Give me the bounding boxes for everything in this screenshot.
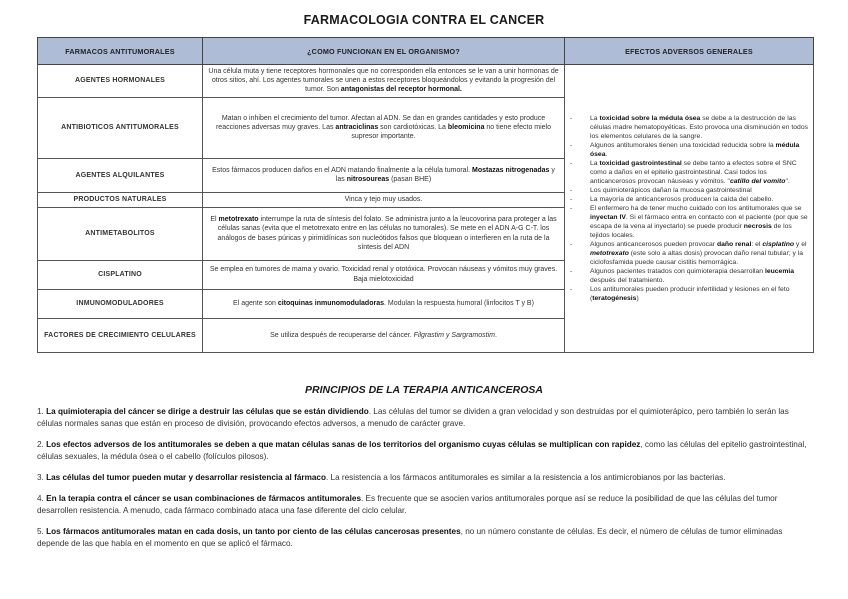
principles-title: PRINCIPIOS DE LA TERAPIA ANTICANCEROSA (304, 384, 543, 396)
bullet-dash: - (570, 159, 573, 167)
bullet-dash: - (570, 195, 573, 203)
header-how: ¿COMO FUNCIONAN EN EL ORGANISMO? (203, 38, 565, 65)
document-title: FARMACOLOGIA CONTRA EL CANCER (303, 13, 545, 27)
adverse-effect-text: La mayoría de anticancerosos producen la caída del cabello. (590, 195, 774, 203)
adverse-effect-text: Los antitumorales pueden producir infertilidad y lesiones en el feto (teratogénesis) (590, 285, 790, 302)
mechanism-text: El metotrexato interrumpe la ruta de síntesis del folato. Se administra junto a la leucovorina para proteger a las células sanas (evita que el metotrexato entre en las células no tumorales). Se mete en el ADN A-G C-T. los análogos de bases púricas y pirimidínicas son nucleótidos falsos que bloquean o interfieren en la ruta de la síntesis del ADN (203, 207, 565, 260)
bullet-dash: - (570, 114, 573, 122)
mechanism-text: Se utiliza después de recuperarse del cáncer. Filgrastim y Sargramostim. (203, 318, 565, 352)
drug-category: AGENTES ALQUILANTES (38, 158, 203, 192)
principles-list (37, 406, 813, 559)
adverse-effect-text: Algunos anticancerosos pueden provocar daño renal: el cisplatino y el metotrexato (este solo a altas dosis) provocan daño renal tubular; y la ciclofosfamida puede causar cistitis hemorrágica. (590, 240, 807, 266)
bullet-dash: - (570, 240, 573, 248)
mechanism-text: Una célula muta y tiene receptores hormonales que no corresponden ella entonces se le van a unir hormonas de otros sitios, ahí. Los agentes tumorales se unen a estos receptores bloqueándolos y evitando la progresión del tumor. Son antagonistas del receptor hormonal. (203, 65, 565, 98)
mechanism-text: Se emplea en tumores de mama y ovario. Toxicidad renal y ototóxica. Provocan náuseas y vómitos muy graves. Baja mielotoxicidad (203, 260, 565, 289)
mechanism-text: Matan o inhiben el crecimiento del tumor. Afectan al ADN. Se dan en grandes cantidades y esto produce reacciones adversas muy graves. Las antraciclinas son cardiotóxicas. La bleomicina no tiene efecto mielo supresor importante. (203, 97, 565, 158)
bullet-dash: - (570, 186, 573, 194)
adverse-effect-text: El enfermero ha de tener mucho cuidado con los antitumorales que se inyectan IV. Si el fármaco entra en contacto con el paciente (por que se escapa de la vena al inyectarlo) se puede producir necrosis de los tejidos locales. (590, 204, 808, 239)
drug-category: AGENTES HORMONALES (38, 65, 203, 98)
adverse-effect-item (570, 141, 808, 159)
adverse-effect-item (570, 240, 808, 267)
mechanism-text: Estos fármacos producen daños en el ADN matando finalmente a la célula tumoral. Mostazas nitrogenadas y las nitrosoureas (pasan BHE) (203, 158, 565, 192)
adverse-effect-item (570, 186, 808, 195)
principle-item: 4. En la terapia contra el cáncer se usan combinaciones de fármacos antitumorales. Es frecuente que se asocien varios antitumorales porque así se reduce la posibilidad de que las células del tumor desarrollen resistencia. A menudo, cada fármaco combinado ataca una fase diferente del ciclo celular. (37, 494, 778, 515)
principle-item: 2. Los efectos adversos de los antitumorales se deben a que matan células sanas de los territorios del organismo cuyas células se multiplican con rapidez, como las células del epitelio gastrointestinal, células sexuales, la médula ósea o el cabello (folículos pilosos). (37, 440, 807, 461)
adverse-effect-text: Algunos pacientes tratados con quimioterapia desarrollan leucemia después del tratamiento. (590, 267, 795, 284)
adverse-effect-text: Algunos antitumorales tienen una toxicidad reducida sobre la médula ósea. (590, 141, 800, 158)
drug-category: FACTORES DE CRECIMIENTO CELULARES (38, 318, 203, 352)
drug-category: PRODUCTOS NATURALES (38, 192, 203, 207)
adverse-effects-cell (565, 65, 814, 353)
header-effects: EFECTOS ADVERSOS GENERALES (565, 38, 814, 65)
adverse-effects-list (570, 114, 808, 303)
adverse-effect-item (570, 114, 808, 141)
adverse-effect-item (570, 195, 808, 204)
principle-item: 3. Las células del tumor pueden mutar y desarrollar resistencia al fármaco. La resistencia a los fármacos antitumorales es similar a la resistencia a los antimicrobianos por las bacterias. (37, 473, 726, 482)
mechanism-text: El agente son citoquinas inmunomoduladoras. Modulan la respuesta humoral (linfocitos T y B) (203, 289, 565, 318)
table-row (38, 65, 814, 98)
drug-category: ANTIBIOTICOS ANTITUMORALES (38, 97, 203, 158)
bullet-dash: - (570, 141, 573, 149)
mechanism-text: Vinca y tejo muy usados. (203, 192, 565, 207)
adverse-effect-item (570, 267, 808, 285)
drug-category: ANTIMETABOLITOS (38, 207, 203, 260)
adverse-effect-text: La toxicidad gastrointestinal se debe tanto a efectos sobre el SNC como a daños en el epitelio gastrointestinal. Casi todos los anticancerosos provocan náuseas y vómitos. "catillo del vomito". (590, 159, 797, 185)
adverse-effect-text: La toxicidad sobre la médula ósea se debe a la destrucción de las células madre hematopoyéticas. Esto provoca una disminución en todos los elementos celulares de la sangre. (590, 114, 809, 140)
bullet-dash: - (570, 285, 573, 293)
adverse-effect-text: Los quimioterápicos dañan la mucosa gastrointestinal (590, 186, 752, 194)
drug-category: INMUNOMODULADORES (38, 289, 203, 318)
bullet-dash: - (570, 267, 573, 275)
principle-item: 1. La quimioterapia del cáncer se dirige a destruir las células que se están dividiendo. Las células del tumor se dividen a gran velocidad y son destruidas por el quimioterápico, pero también lo serán las células normales sanas que están en proceso de división, provocando efectos adversos, a menudo de carácter grave. (37, 407, 789, 428)
principle-item: 5. Los fármacos antitumorales matan en cada dosis, un tanto por ciento de las células cancerosas presentes, no un número constante de células. Es decir, el número de células de tumor eliminadas depende de las que había en el momento en que se aplicó el fármaco. (37, 527, 783, 548)
adverse-effect-item (570, 204, 808, 240)
header-drugs: FARMACOS ANTITUMORALES (38, 38, 203, 65)
drug-table (37, 37, 814, 353)
bullet-dash: - (570, 204, 573, 212)
adverse-effect-item (570, 285, 808, 303)
adverse-effect-item (570, 159, 808, 186)
table-header-row (38, 38, 814, 65)
drug-category: CISPLATINO (38, 260, 203, 289)
